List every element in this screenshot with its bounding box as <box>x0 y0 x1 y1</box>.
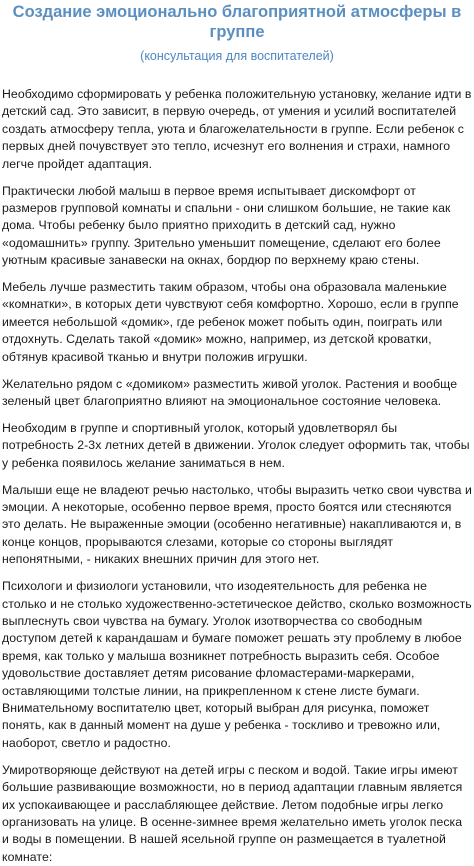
document-title: Создание эмоционально благоприятной атмосферы в группе <box>12 3 462 41</box>
paragraph: Психологи и физиологи установили, что изодеятельность для ребенка не столько и не столько художественно-эстетическое действо, сколько возможность выплеснуть свои чувства на бумагу. Уголок изотворчества со свободным доступом детей к карандашам и бумаге поможет решать эту проблему в любое время, как только у малыша возникнет потребность выразить себя. Особое удовольствие доставляет детям рисование фломастерами-маркерами, оставляющими толстые линии, на прикрепленном к стене листе бумаги. Внимательному воспитателю цвет, который выбран для рисунка, поможет понять, как в данный момент на душе у ребенка - тоскливо и тревожно или, наоборот, светло и радостно. <box>2 579 472 750</box>
paragraph: Желательно рядом с «домиком» разместить живой уголок. Растения и вообще зеленый цвет благоприятно влияют на эмоциональное состояние человека. <box>2 376 458 408</box>
document-body <box>0 86 474 866</box>
paragraph: Умиротворяюще действуют на детей игры с песком и водой. Такие игры имеют большие развивающие возможности, но в период адаптации главным является их успокаивающее и расслабляющее действие. Летом подобные игры легко организовать на улице. В осенне-зимнее время желательно иметь уголок песка и воды в помещении. В нашей ясельной группе он размещается в туалетной комнате: <box>2 762 463 864</box>
paragraph: Малыши еще не владеют речью настолько, чтобы выразить четко свои чувства и эмоции. А некоторые, особенно первое время, просто боятся или стесняются это делать. Не выраженные эмоции (особенно негативные) накапливаются и, в конце концов, прорываются слезами, которые со стороны выглядят непонятными, - никаких внешних причин для этого нет. <box>2 482 472 567</box>
paragraph: Мебель лучше разместить таким образом, чтобы она образовала маленькие «комнатки», в которых дети чувствуют себя комфортно. Хорошо, если в группе имеется небольшой «домик», где ребенок может побыть один, поиграть или отдохнуть. Сделать такой «домик» можно, например, из детской кроватки, обтянув красивой тканью и внутри положив игрушки. <box>2 280 459 364</box>
paragraph: Необходим в группе и спортивный уголок, который удовлетворял бы потребность 2-3х летних детей в движении. Уголок следует оформить так, чтобы у ребенка появилось желание заниматься в нем. <box>2 420 470 470</box>
paragraph: Практически любой малыш в первое время испытывает дискомфорт от размеров групповой комнаты и спальни - они слишком большие, не такие как дома. Чтобы ребенку было приятно приходить в детский сад, нужно «одомашнить» группу. Зрительно уменьшит помещение, сделают его более уютным красивые занавески на окнах, бордюр по верхнему краю стены. <box>2 183 451 268</box>
paragraph: Необходимо сформировать у ребенка положительную установку, желание идти в детский сад. Это зависит, в первую очередь, от умения и усилий воспитателей создать атмосферу тепла, уюта и благожелательности в группе. Если ребенок с первых дней почувствует это тепло, исчезнут его волнения и страхи, намного легче пройдет адаптация. <box>2 87 472 171</box>
document-subtitle: (консультация для воспитателей) <box>140 49 334 63</box>
